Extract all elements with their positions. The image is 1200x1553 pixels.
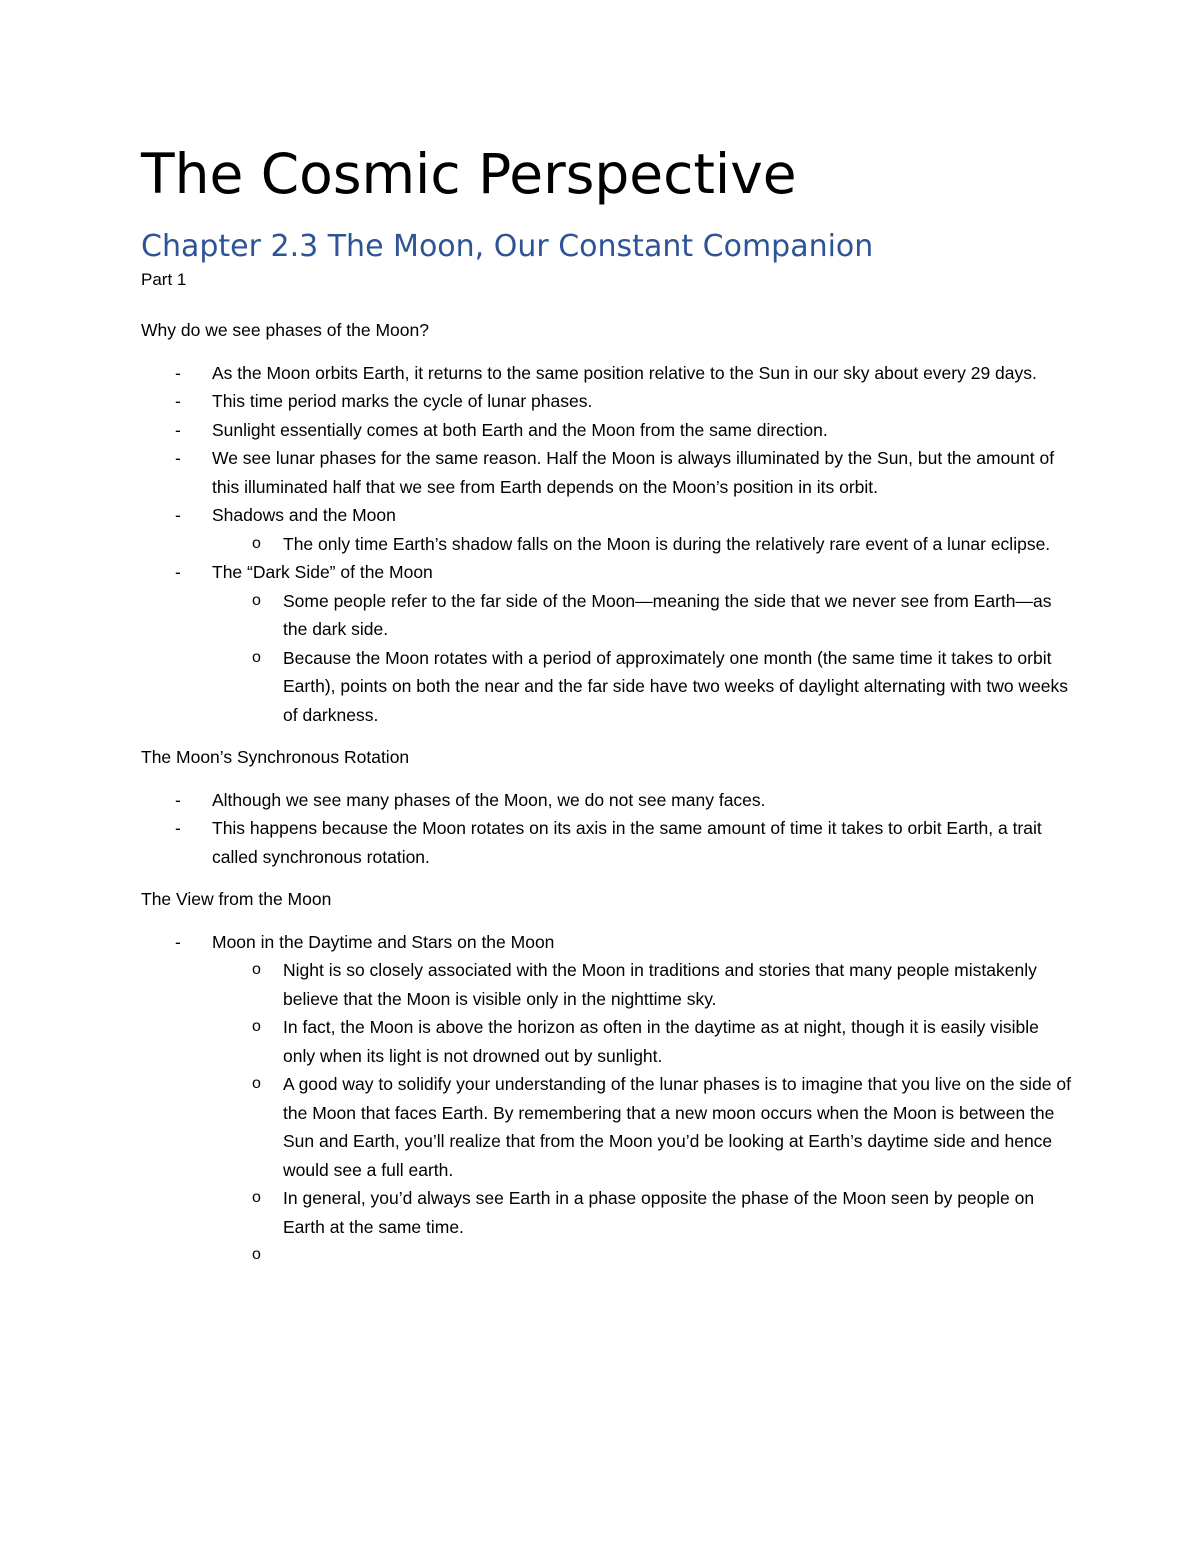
- list-item: [141, 416, 1071, 445]
- circle-bullet: o: [252, 1246, 261, 1263]
- section-heading: The View from the Moon: [141, 889, 332, 909]
- list-item: [141, 501, 1071, 558]
- sub-list-item: [212, 956, 1071, 1013]
- sub-list-item: [212, 530, 1071, 559]
- dash-bullet: -: [175, 448, 181, 468]
- sub-list-item: [212, 587, 1071, 644]
- circle-bullet: o: [252, 1075, 261, 1092]
- list-item: [141, 786, 1071, 815]
- circle-bullet: o: [252, 1018, 261, 1035]
- bullet-list: [141, 359, 1071, 730]
- circle-bullet: o: [252, 961, 261, 978]
- section-heading: Why do we see phases of the Moon?: [141, 320, 429, 340]
- list-item-text: Sunlight essentially comes at both Earth and the Moon from the same direction.: [212, 419, 828, 440]
- sub-list: [252, 587, 1071, 730]
- circle-bullet: o: [252, 591, 261, 609]
- list-item-text: We see lunar phases for the same reason. Half the Moon is always illuminated by the Sun, but the amount of this illuminated half that we see from Earth depends on the Moon’s position in its orbit.: [212, 448, 1055, 497]
- chapter-heading: Chapter 2.3 The Moon, Our Constant Companion: [141, 229, 874, 264]
- sub-list: [252, 530, 1071, 559]
- sub-list-item-text: Some people refer to the far side of the Moon—meaning the side that we never see from Earth—as the dark side.: [283, 590, 1052, 639]
- sub-list-item-text: [283, 1241, 1071, 1270]
- sub-list-item: [212, 1070, 1071, 1184]
- list-item: [141, 444, 1071, 501]
- dash-bullet: -: [175, 789, 181, 810]
- dash-bullet: -: [175, 818, 181, 838]
- list-item-text: Although we see many phases of the Moon, we do not see many faces.: [212, 789, 766, 810]
- list-item: [141, 928, 1071, 1270]
- list-item: [141, 359, 1071, 388]
- sub-list-item: [212, 1013, 1071, 1070]
- dash-bullet: -: [175, 419, 181, 440]
- list-item-text: The “Dark Side” of the Moon: [212, 562, 433, 582]
- sub-list-item: [212, 644, 1071, 730]
- section-heading: The Moon’s Synchronous Rotation: [141, 747, 410, 767]
- list-item-text: This happens because the Moon rotates on its axis in the same amount of time it takes to orbit Earth, a trait called synchronous rotation.: [212, 818, 1042, 867]
- document-page: [141, 130, 1071, 1284]
- bullet-list: [141, 786, 1071, 872]
- circle-bullet: o: [252, 534, 261, 552]
- sub-list-item: [212, 1184, 1071, 1241]
- dash-bullet: -: [175, 562, 181, 582]
- sub-list-item-text: A good way to solidify your understanding of the lunar phases is to imagine that you live on the side of the Moon that faces Earth. By remembering that a new moon occurs when the Moon is between the Sun and Earth, you’ll realize that from the Moon you’d be looking at Earth’s daytime side and hence would see a full earth.: [283, 1074, 1071, 1180]
- sub-list-item-text: The only time Earth’s shadow falls on the Moon is during the relatively rare event of a lunar eclipse.: [283, 533, 1051, 554]
- sub-list-item-text: In fact, the Moon is above the horizon as often in the daytime as at night, though it is easily visible only when its light is not drowned out by sunlight.: [283, 1017, 1039, 1066]
- dash-bullet: -: [175, 362, 181, 383]
- sub-list-item: [212, 1241, 1071, 1270]
- sub-list-item-text: In general, you’d always see Earth in a phase opposite the phase of the Moon seen by people on Earth at the same time.: [283, 1188, 1035, 1237]
- list-item-text: As the Moon orbits Earth, it returns to the same position relative to the Sun in our sky about every 29 days.: [212, 362, 1037, 383]
- list-item-text: Shadows and the Moon: [212, 505, 396, 525]
- sub-list: [252, 956, 1071, 1270]
- part-label: Part 1: [141, 270, 187, 289]
- list-item-text: This time period marks the cycle of lunar phases.: [212, 391, 593, 411]
- document-title: The Cosmic Perspective: [141, 142, 797, 206]
- dash-bullet: -: [175, 391, 181, 411]
- list-item: [141, 558, 1071, 729]
- circle-bullet: o: [252, 1189, 261, 1206]
- list-item-text: Moon in the Daytime and Stars on the Moon: [212, 931, 555, 952]
- dash-bullet: -: [175, 505, 181, 525]
- sub-list-item-text: Because the Moon rotates with a period of approximately one month (the same time it takes to orbit Earth), points on both the near and the far side have two weeks of daylight alternating with two weeks of darkness.: [283, 647, 1069, 725]
- bullet-list: [141, 928, 1071, 1270]
- circle-bullet: o: [252, 648, 261, 666]
- list-item: [141, 387, 1071, 416]
- sub-list-item-text: Night is so closely associated with the Moon in traditions and stories that many people mistakenly believe that the Moon is visible only in the nighttime sky.: [283, 960, 1037, 1009]
- list-item: [141, 814, 1071, 871]
- dash-bullet: -: [175, 931, 181, 952]
